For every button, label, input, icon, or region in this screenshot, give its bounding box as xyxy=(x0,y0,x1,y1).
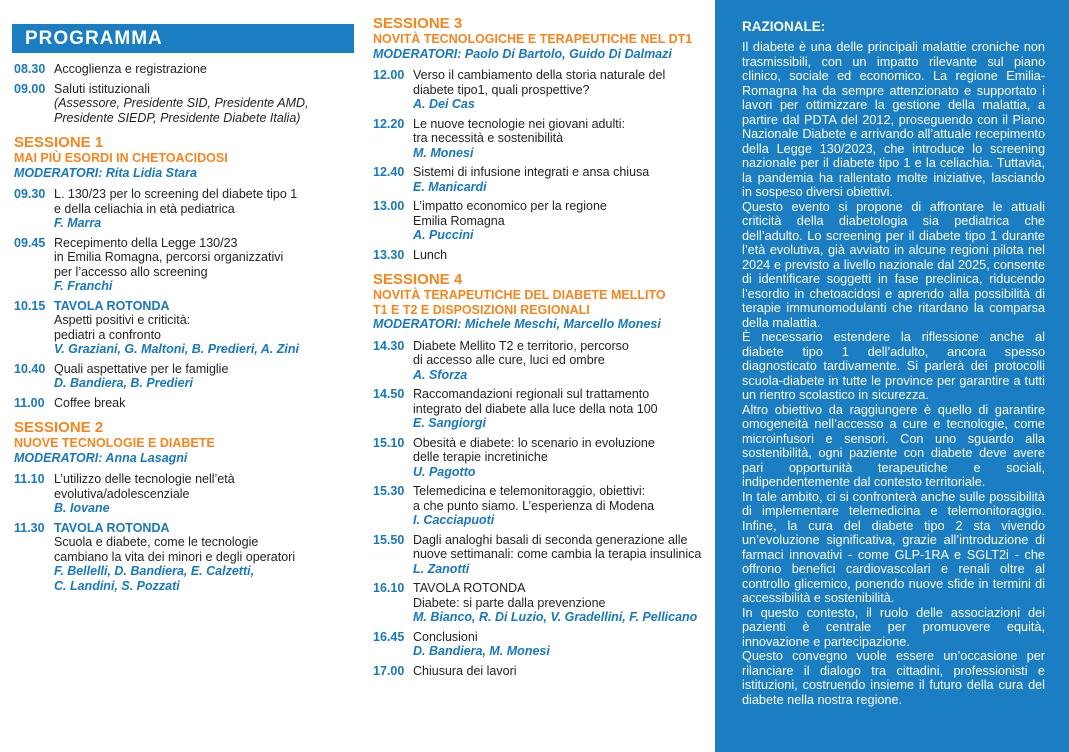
item-speakers-line: E. Manicardi xyxy=(413,179,487,194)
item-speakers-line: V. Graziani, G. Maltoni, B. Predieri, A. Zini xyxy=(54,342,299,356)
item-title-line: Accoglienza e registrazione xyxy=(54,62,207,76)
item-body xyxy=(413,664,703,679)
item-time: 12.20 xyxy=(373,116,405,131)
item-speakers-line: B. Iovane xyxy=(54,501,110,515)
programma-banner xyxy=(12,24,354,53)
item-body xyxy=(54,299,362,357)
item-title-line: evolutiva/adolescenziale xyxy=(54,486,190,501)
item-speakers-line: M. Bianco, R. Di Luzio, V. Gradellini, F. Pellicano xyxy=(413,610,698,624)
item-title-line: di accesso alle cure, luci ed ombre xyxy=(413,353,605,367)
item-title-line: L’utilizzo delle tecnologie nell’età xyxy=(54,472,235,486)
session-subtitle: NOVITÀ TECNOLOGICHE E TERAPEUTICHE NEL DT1 xyxy=(373,32,693,46)
item-body xyxy=(54,362,362,391)
item-title-line: Diabete Mellito T2 e territorio, percorso xyxy=(413,338,629,353)
session-title: SESSIONE 2 xyxy=(14,419,104,436)
item-title-line: Dagli analoghi basali di seconda generazione alle xyxy=(413,532,688,547)
program-item xyxy=(373,199,703,243)
session-title: SESSIONE 4 xyxy=(373,271,463,288)
item-time: 13.00 xyxy=(373,199,405,213)
item-title-line: integrato del diabete alla luce della nota 100 xyxy=(413,401,658,416)
item-time: 09.00 xyxy=(14,81,46,96)
item-roundtable-title: TAVOLA ROTONDA xyxy=(54,520,170,535)
item-title-line: Scuola e diabete, come le tecnologie xyxy=(54,535,259,549)
item-body xyxy=(54,472,362,516)
program-item xyxy=(14,62,362,77)
item-title-line: Emilia Romagna xyxy=(413,213,505,228)
item-title-line: in Emilia Romagna, percorsi organizzativi xyxy=(54,250,284,264)
session-title: SESSIONE 3 xyxy=(373,15,463,32)
item-body xyxy=(413,484,703,528)
item-title-line: Lunch xyxy=(413,247,448,262)
session-header xyxy=(373,272,703,332)
item-title-line: Le nuove tecnologie nei giovani adulti: xyxy=(413,116,625,131)
item-body xyxy=(413,387,703,431)
program-item xyxy=(373,436,703,480)
item-title-line: L. 130/23 per lo screening del diabete tipo 1 xyxy=(54,187,298,201)
session-subtitle: NUOVE TECNOLOGIE E DIABETE xyxy=(14,436,215,450)
rationale-paragraph: In tale ambito, ci si confronterà anche sulle possibilità di implementare telemedicina e telemonitoraggio. Infine, la cura del diabete tipo 2 sta vivendo un’evoluzione significativa, grazie all’introduzione di farmaci innovativi - come GLP-1RA e SGLT2i - che offrono benefici cardiovascolari e renali oltre al controllo glicemico, ponendo nuove sfide in termini di accessibilità e sostenibilità. xyxy=(742,489,1045,605)
rationale-panel xyxy=(715,0,1069,752)
session-subtitle: NOVITÀ TERAPEUTICHE DEL DIABETE MELLITO xyxy=(373,288,666,302)
item-title-line: Raccomandazioni regionali sul trattamento xyxy=(413,387,650,401)
item-title-line: pediatri a confronto xyxy=(54,327,162,342)
item-body xyxy=(413,581,703,625)
program-column-middle xyxy=(373,16,703,683)
program-item xyxy=(373,165,703,194)
item-speakers-line: U. Pagotto xyxy=(413,464,476,479)
item-title-line: Recepimento della Legge 130/23 xyxy=(54,235,238,250)
item-body xyxy=(413,436,703,480)
session-subtitle: T1 E T2 E DISPOSIZIONI REGIONALI xyxy=(373,302,590,317)
rationale-body xyxy=(742,40,1045,707)
item-time: 11.30 xyxy=(14,520,45,535)
item-time: 11.00 xyxy=(14,395,45,410)
item-title-line: tra necessità e sostenibilità xyxy=(413,131,564,145)
program-item xyxy=(14,82,362,126)
item-title-line: Coffee break xyxy=(54,395,126,410)
program-item xyxy=(373,117,703,161)
program-item xyxy=(373,68,703,112)
item-speakers-line: D. Bandiera, M. Monesi xyxy=(413,644,550,658)
item-title-line: per l’accesso allo screening xyxy=(54,264,208,279)
item-body xyxy=(413,68,703,112)
rationale-heading: RAZIONALE: xyxy=(742,19,826,34)
program-item xyxy=(14,299,362,357)
item-title-line: Sistemi di infusione integrati e ansa chiusa xyxy=(413,165,650,179)
item-time: 09.45 xyxy=(14,235,46,250)
item-speakers-line: F. Bellelli, D. Bandiera, E. Calzetti, xyxy=(54,564,255,578)
item-body xyxy=(54,187,362,231)
item-title-line: Telemedicina e telemonitoraggio, obiettivi: xyxy=(413,484,646,498)
rationale-paragraph: Questo convegno vuole essere un’occasione per rilanciare il dialogo tra cittadini, professionisti e istituzioni, costruendo insieme il futuro della cura del diabete nella nostra regione. xyxy=(742,649,1045,707)
program-column-left xyxy=(14,62,362,598)
item-body xyxy=(54,396,362,411)
item-speakers-line: F. Marra xyxy=(54,216,102,230)
program-item xyxy=(14,236,362,294)
item-speakers-line: D. Bandiera, B. Predieri xyxy=(54,376,193,390)
item-speakers-line: I. Cacciapuoti xyxy=(413,513,495,527)
rationale-paragraph: Il diabete è una delle principali malattie croniche non trasmissibili, con un impatto rilevante sul piano clinico, sociale ed economico. La regione Emilia-Romagna ha da sempre attenzionato e supportato i lavori per ottimizzare la gestione della malattia, a partire dal PDTA del 2012, proseguendo con il Piano Nazionale Diabete e arrivando all’attuale recepimento della Legge 130/2023, che introduce lo screening nazionale per il diabete tipo 1 e la celiachia. Tuttavia, la pandemia ha rallentato molte iniziative, lasciando in sospeso diversi obiettivi. xyxy=(742,40,1045,199)
session-header xyxy=(14,420,362,465)
item-speakers-line: A. Dei Cas xyxy=(413,97,475,111)
item-time: 13.30 xyxy=(373,247,405,262)
session-moderators: MODERATORI: Paolo Di Bartolo, Guido Di Dalmazi xyxy=(373,46,672,61)
item-time: 14.30 xyxy=(373,338,405,353)
item-time: 10.15 xyxy=(14,298,46,313)
page-title: PROGRAMMA xyxy=(25,27,163,49)
item-roundtable-title: TAVOLA ROTONDA xyxy=(54,298,170,313)
session-moderators: MODERATORI: Michele Meschi, Marcello Monesi xyxy=(373,317,661,331)
item-time: 09.30 xyxy=(14,187,46,201)
item-title-line: Saluti istituzionali xyxy=(54,81,150,96)
item-speakers-line: L. Zanotti xyxy=(413,561,470,576)
item-body xyxy=(413,630,703,659)
item-title-line: diabete tipo1, quali prospettive? xyxy=(413,82,590,97)
program-item xyxy=(373,533,703,577)
item-title-line: Obesità e diabete: lo scenario in evoluzione xyxy=(413,435,655,450)
session-moderators: MODERATORI: Rita Lidia Stara xyxy=(14,165,197,180)
session-header xyxy=(373,16,703,61)
item-title-line: Conclusioni xyxy=(413,629,478,644)
item-time: 15.30 xyxy=(373,484,405,498)
item-time: 12.40 xyxy=(373,165,405,179)
item-speakers-line: C. Landini, S. Pozzati xyxy=(54,578,180,593)
item-body xyxy=(54,236,362,294)
item-title-line: TAVOLA ROTONDA xyxy=(413,581,526,595)
item-time: 08.30 xyxy=(14,62,46,76)
item-title-line: nuove settimanali: come cambia la terapia insulinica xyxy=(413,547,702,561)
item-speakers-line: A. Puccini xyxy=(413,228,474,242)
rationale-paragraph: È necessario estendere la riflessione anche al diabete tipo 1 dell’adulto, ancora spesso diagnosticato tardivamente. Si parlerà dei protocolli scuola-diabete in tutte le province per garantire a tutti un rientro scolastico in sicurezza. xyxy=(742,330,1045,402)
program-item xyxy=(14,472,362,516)
item-body xyxy=(413,117,703,161)
item-time: 17.00 xyxy=(373,663,405,678)
program-item xyxy=(14,396,362,411)
program-item xyxy=(373,581,703,625)
item-speakers-line: E. Sangiorgi xyxy=(413,416,486,430)
session-moderators: MODERATORI: Anna Lasagni xyxy=(14,450,188,465)
item-speakers-line: F. Franchi xyxy=(54,279,113,293)
item-time: 16.45 xyxy=(373,629,405,644)
program-item xyxy=(373,484,703,528)
rationale-paragraph: Questo evento si propone di affrontare le attuali criticità della diabetologia sia pediatrica che dell’adulto. Lo screening per il diabete tipo 1 durante l’età evolutiva, già avviato in alcune regioni pilota nel 2024 e previsto a livello nazionale dal 2025, consente di identificare soggetti in fase preclinica, riducendo l’esordio in chetoacidosi e aprendo alla possibilità di terapie immunomodulanti che ritardano la comparsa della malattia. xyxy=(742,199,1045,330)
rationale-paragraph: Altro obiettivo da raggiungere è quello di garantire omogeneità nell’accesso a cure e tecnologie, come microinfusori e sensori. Con uno sguardo alla sostenibilità, ogni paziente con diabete deve avere pari opportunità terapeutiche e sociali, indipendentemente dal contesto territoriale. xyxy=(742,402,1045,489)
item-title-line: cambiano la vita dei minori e degli operatori xyxy=(54,549,296,564)
program-item xyxy=(373,664,703,679)
item-body xyxy=(54,62,362,77)
item-title-line: Chiusura dei lavori xyxy=(413,663,517,678)
item-title-line: Verso il cambiamento della storia naturale del xyxy=(413,68,666,82)
rationale-paragraph: In questo contesto, il ruolo delle associazioni dei pazienti è centrale per promuovere equità, innovazione e partecipazione. xyxy=(742,605,1045,649)
program-item xyxy=(14,187,362,231)
item-speakers-line: A. Sforza xyxy=(413,367,468,382)
item-body xyxy=(413,199,703,243)
item-body xyxy=(54,521,362,594)
item-time: 12.00 xyxy=(373,68,405,82)
item-note-line: (Assessore, Presidente SID, Presidente AMD, Presidente SIEDP, Presidente Diabete Italia) xyxy=(54,96,309,125)
item-body xyxy=(413,533,703,577)
item-time: 11.10 xyxy=(14,472,45,486)
item-body xyxy=(413,165,703,194)
item-time: 15.10 xyxy=(373,435,405,450)
item-title-line: Aspetti positivi e criticità: xyxy=(54,313,191,327)
session-subtitle: MAI PIÙ ESORDI IN CHETOACIDOSI xyxy=(14,151,228,165)
item-body xyxy=(54,82,362,126)
program-item xyxy=(373,248,703,263)
item-body xyxy=(413,248,703,263)
item-title-line: Diabete: si parte dalla prevenzione xyxy=(413,595,606,610)
item-time: 15.50 xyxy=(373,532,405,547)
item-body xyxy=(413,339,703,383)
program-item xyxy=(14,362,362,391)
item-title-line: e della celiachia in età pediatrica xyxy=(54,201,235,216)
item-time: 10.40 xyxy=(14,361,46,376)
program-item xyxy=(14,521,362,594)
item-time: 16.10 xyxy=(373,581,405,595)
session-title: SESSIONE 1 xyxy=(14,134,104,151)
item-title-line: L’impatto economico per la regione xyxy=(413,199,607,213)
item-title-line: a che punto siamo. L’esperienza di Modena xyxy=(413,498,655,513)
program-item xyxy=(373,387,703,431)
item-time: 14.50 xyxy=(373,387,405,401)
session-header xyxy=(14,135,362,180)
item-title-line: Quali aspettative per le famiglie xyxy=(54,361,229,376)
program-item xyxy=(373,339,703,383)
item-speakers-line: M. Monesi xyxy=(413,145,474,160)
item-title-line: delle terapie incretiniche xyxy=(413,450,548,464)
program-item xyxy=(373,630,703,659)
